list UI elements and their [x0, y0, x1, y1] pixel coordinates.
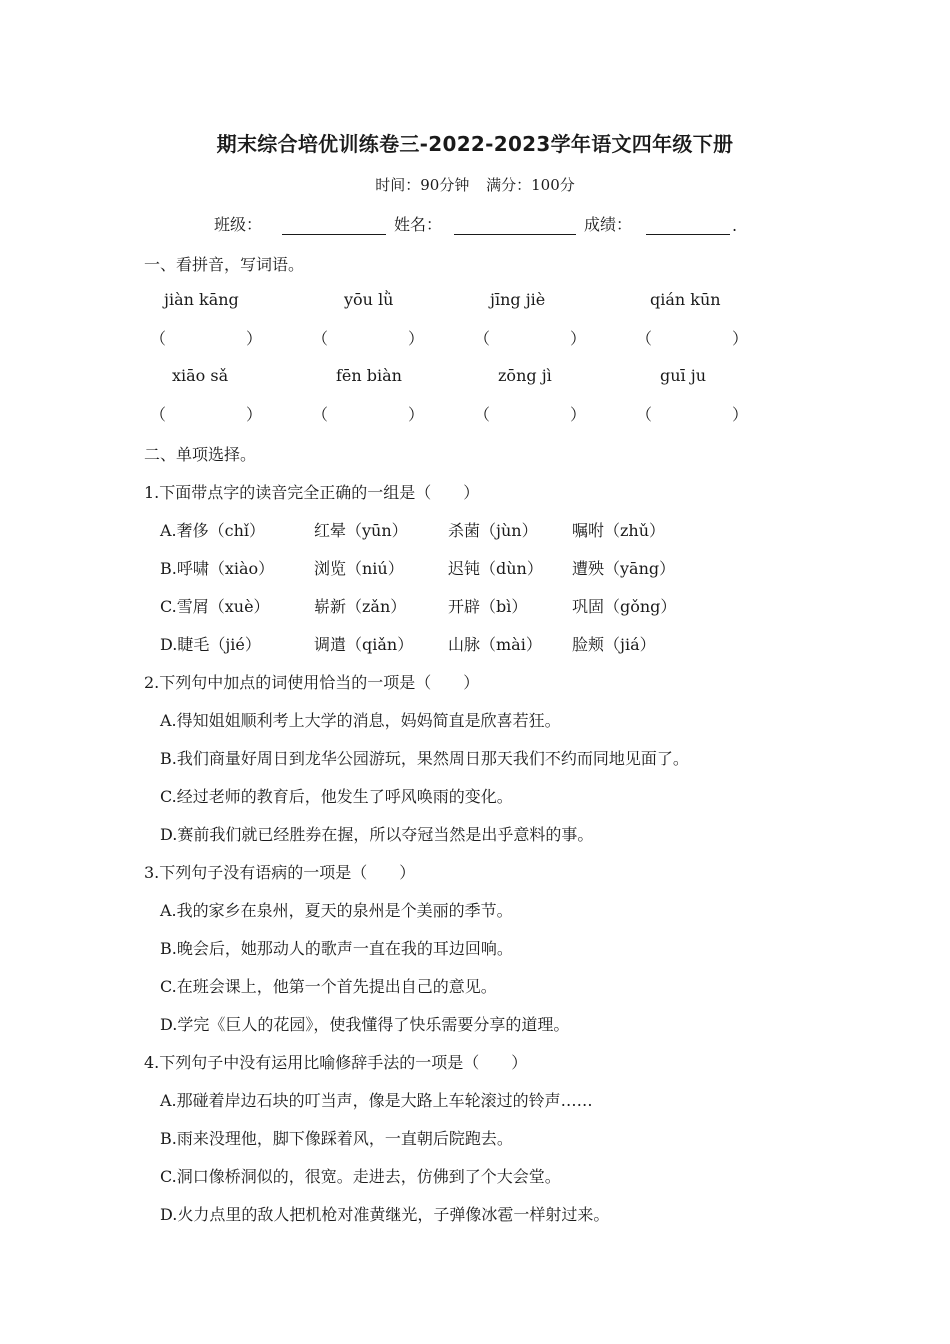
student-info: [214, 212, 737, 235]
option-line: C.在班会课上，他第一个首先提出自己的意见。: [160, 977, 497, 996]
option-line: C.洞口像桥洞似的，很宽。走进去，仿佛到了个大会堂。: [160, 1167, 561, 1186]
section2-heading: 二、单项选择。: [144, 445, 257, 464]
question-stem: 2.下列句中加点的词使用恰当的一项是（ ）: [144, 673, 480, 692]
exam-meta: [0, 174, 950, 195]
option-line: D.火力点里的敌人把机枪对准黄继光，子弹像冰雹一样射过来。: [160, 1205, 610, 1224]
paren-close: ）: [408, 405, 425, 424]
option-cell: 遭殃（yāng）: [572, 559, 676, 578]
question-stem: 1.下面带点字的读音完全正确的一组是（ ）: [144, 483, 480, 502]
option-line: B.雨来没理他，脚下像踩着风，一直朝后院跑去。: [160, 1129, 513, 1148]
option-cell: 杀菌（jùn）: [448, 521, 538, 540]
paren-close: ）: [246, 405, 263, 424]
pinyin-item: zōng jì: [498, 366, 552, 385]
class-blank[interactable]: [282, 216, 386, 235]
option-line: A.得知姐姐顺利考上大学的消息，妈妈简直是欣喜若狂。: [160, 711, 561, 730]
paren-open: （: [636, 329, 653, 348]
option-cell: 脸颊（jiá）: [572, 635, 656, 654]
option-cell: 崭新（zǎn）: [314, 597, 407, 616]
option-cell: B.呼啸（xiào）: [160, 559, 275, 578]
name-label: 姓名：: [394, 215, 443, 234]
paren-close: ）: [408, 329, 425, 348]
paren-open: （: [474, 329, 491, 348]
pinyin-item: jiàn kāng: [164, 290, 239, 309]
full-score: 满分：100分: [486, 176, 575, 194]
section1-heading: 一、看拼音，写词语。: [144, 255, 305, 274]
option-cell: 巩固（gǒng）: [572, 597, 677, 616]
option-cell: 调遣（qiǎn）: [314, 635, 414, 654]
option-cell: 迟钝（dùn）: [448, 559, 543, 578]
pinyin-item: xiāo sǎ: [172, 366, 229, 385]
pinyin-item: fēn biàn: [336, 366, 402, 385]
class-label: 班级：: [214, 215, 263, 234]
paren-close: ）: [570, 329, 587, 348]
grade-blank[interactable]: [646, 216, 730, 235]
pinyin-item: yōu lǜ: [344, 290, 394, 309]
grade-label: 成绩：: [584, 215, 633, 234]
name-blank[interactable]: [454, 216, 576, 235]
pinyin-item: jīng jiè: [490, 290, 546, 309]
question-stem: 3.下列句子没有语病的一项是（ ）: [144, 863, 416, 882]
paren-close: ）: [732, 405, 749, 424]
pinyin-item: qián kūn: [650, 290, 721, 309]
paren-open: （: [150, 405, 167, 424]
option-line: B.我们商量好周日到龙华公园游玩，果然周日那天我们不约而同地见面了。: [160, 749, 689, 768]
option-cell: 红晕（yūn）: [314, 521, 408, 540]
paren-close: ）: [732, 329, 749, 348]
paren-open: （: [636, 405, 653, 424]
option-line: A.那碰着岸边石块的叮当声，像是大路上车轮滚过的铃声……: [160, 1091, 593, 1110]
info-end: .: [732, 216, 738, 235]
option-cell: 开辟（bì）: [448, 597, 528, 616]
option-line: D.学完《巨人的花园》，使我懂得了快乐需要分享的道理。: [160, 1015, 570, 1034]
page-title: 期末综合培优训练卷三-2022-2023学年语文四年级下册: [216, 132, 734, 156]
time-limit: 时间：90分钟: [375, 176, 470, 194]
option-line: A.我的家乡在泉州，夏天的泉州是个美丽的季节。: [160, 901, 513, 920]
option-line: C.经过老师的教育后，他发生了呼风唤雨的变化。: [160, 787, 513, 806]
paren-close: ）: [570, 405, 587, 424]
option-cell: 嘱咐（zhǔ）: [572, 521, 666, 540]
pinyin-item: guī ju: [660, 366, 707, 385]
paren-close: ）: [246, 329, 263, 348]
question-stem: 4.下列句子中没有运用比喻修辞手法的一项是（ ）: [144, 1053, 528, 1072]
option-cell: A.奢侈（chǐ）: [160, 521, 266, 540]
option-cell: 浏览（niú）: [314, 559, 404, 578]
paren-open: （: [150, 329, 167, 348]
option-cell: C.雪屑（xuè）: [160, 597, 270, 616]
option-line: B.晚会后，她那动人的歌声一直在我的耳边回响。: [160, 939, 513, 958]
paren-open: （: [474, 405, 491, 424]
option-cell: D.睫毛（jié）: [160, 635, 261, 654]
option-line: D.赛前我们就已经胜券在握，所以夺冠当然是出乎意料的事。: [160, 825, 594, 844]
paren-open: （: [312, 329, 329, 348]
option-cell: 山脉（mài）: [448, 635, 542, 654]
paren-open: （: [312, 405, 329, 424]
